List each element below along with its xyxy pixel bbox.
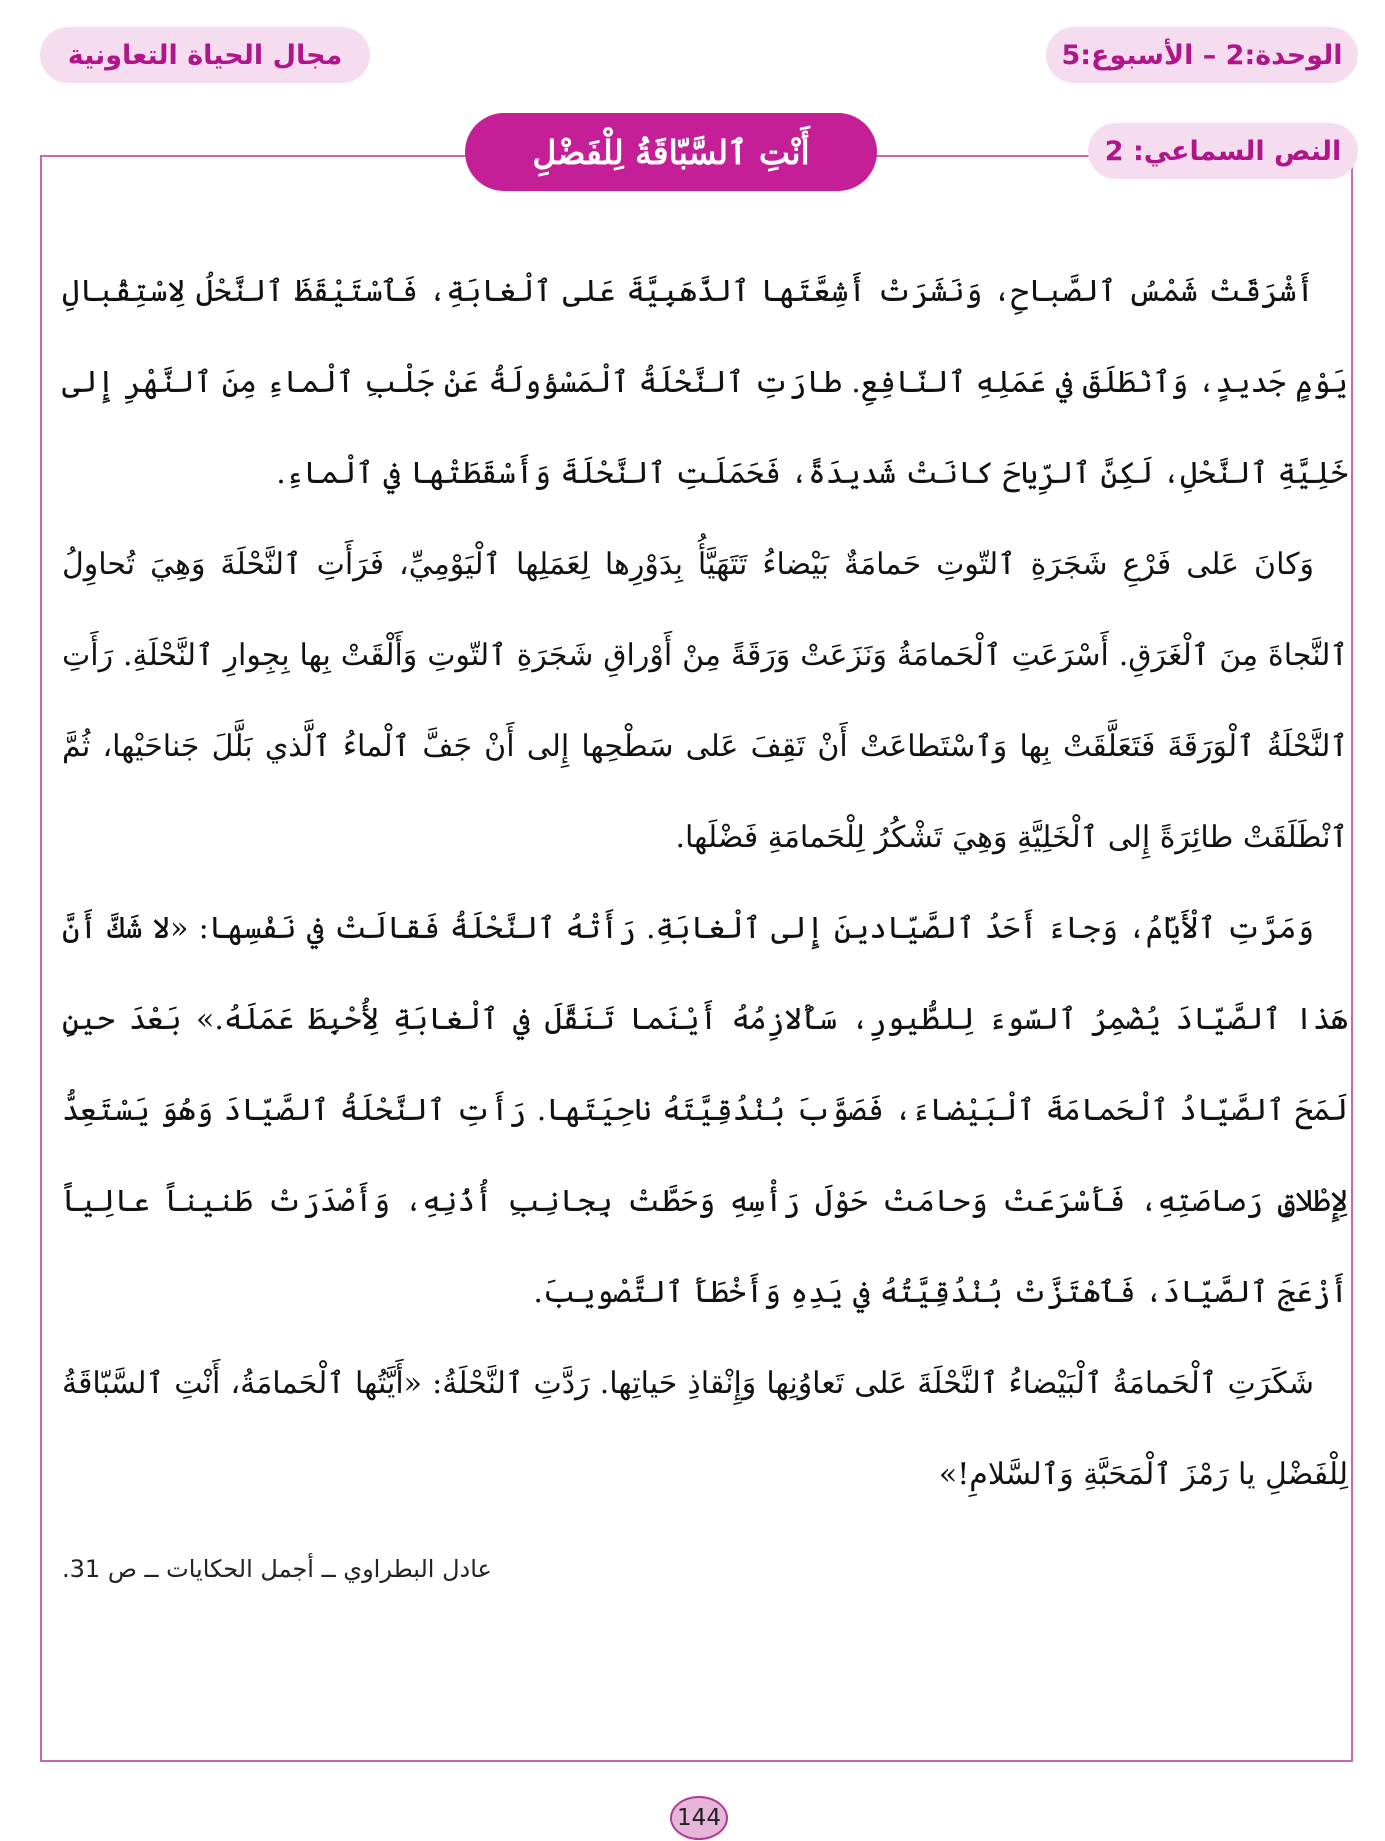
domain-label	[40, 27, 370, 83]
listening-text-label-text: النص السماعي: 2	[1104, 135, 1342, 167]
story-title-text: أَنْتِ ٱلسَّبّاقَةُ لِلْفَضْلِ	[532, 132, 810, 172]
domain-text: مجال الحياة التعاونية	[67, 39, 343, 71]
unit-week-text: الوحدة:2 – الأسبوع:5	[1061, 39, 1343, 71]
unit-week-label	[1046, 27, 1358, 83]
story-paragraph-1: أَشْرَقَتْ شَمْسُ ٱلصَّباحِ، وَنَشَرَتْ أَشِعَّتَها ٱلذَّهَبِيَّةَ عَلى ٱلْغابَةِ، فَٱسْتَيْقَظَ ٱلنَّحْلُ لِاسْتِقْبالِ يَوْمٍ جَديدٍ، وَٱنْطَلَقَ في عَمَلِهِ ٱلنّافِعِ. طارَتِ ٱلنَّحْلَةُ ٱلْمَسْؤولَةُ عَنْ جَلْبِ ٱلْماءِ مِنَ ٱلنَّهْرِ إِلى خَلِيَّةِ ٱلنَّحْلِ، لَكِنَّ ٱلرِّياحَ كانَتْ شَديدَةً، فَحَمَلَتِ ٱلنَّحْلَةَ وَأَسْقَطَتْها في ٱلْماءِ.	[62, 274, 1348, 491]
story-paragraph-4: شَكَرَتِ ٱلْحَمامَةُ ٱلْبَيْضاءُ ٱلنَّحْلَةَ عَلى تَعاوُنِها وَإِنْقاذِ حَياتِها. رَدَّتِ ٱلنَّحْلَةُ: «أَيَّتُها ٱلْحَمامَةُ، أَنْتِ ٱلسَّبّاقَةُ لِلْفَضْلِ يا رَمْزَ ٱلْمَحَبَّةِ وَٱلسَّلامِ!»	[62, 1366, 1348, 1492]
story-body	[62, 246, 1348, 1520]
listening-text-label	[1088, 123, 1358, 179]
page-number-badge	[670, 1796, 728, 1840]
source-citation-text: عادل البطراوي ــ أجمل الحكايات ــ ص 31.	[62, 1555, 492, 1583]
story-paragraph-3: وَمَرَّتِ ٱلْأَيّامُ، وَجاءَ أَحَدُ ٱلصَّيّادينَ إِلى ٱلْغابَةِ. رَأَتْهُ ٱلنَّحْلَةُ فَقالَتْ في نَفْسِها: «لا شَكَّ أَنَّ هَذا ٱلصَّيّادَ يُضْمِرُ ٱلسّوءَ لِلطُّيورِ، سَأُلازِمُهُ أَيْنَما تَنَقَّلَ في ٱلْغابَةِ لِأُحْبِطَ عَمَلَهُ.» بَعْدَ حينٍ لَمَحَ ٱلصَّيّادُ ٱلْحَمامَةَ ٱلْبَيْضاءَ، فَصَوَّبَ بُنْدُقِيَّتَهُ ناحِيَتَها. رَأَتِ ٱلنَّحْلَةُ ٱلصَّيّادَ وَهُوَ يَسْتَعِدُّ لِإِطْلاقِ رَصاصَتِهِ، فَأَسْرَعَتْ وَحامَتْ حَوْلَ رَأْسِهِ وَحَطَّتْ بِجانِبِ أُذُنِهِ، وَأَصْدَرَتْ طَنيناً عالِياً أَزْعَجَ ٱلصَّيّادَ، فَٱهْتَزَّتْ بُنْدُقِيَّتُهُ في يَدِهِ وَأَخْطَأَ ٱلتَّصْويبَ.	[62, 911, 1348, 1310]
source-citation	[62, 1555, 1348, 1591]
story-paragraph-2: وَكانَ عَلى فَرْعِ شَجَرَةِ ٱلتّوتِ حَمامَةٌ بَيْضاءُ تَتَهَيَّأُ بِدَوْرِها لِعَمَلِها ٱلْيَوْمِيِّ، فَرَأَتِ ٱلنَّحْلَةَ وَهِيَ تُحاوِلُ ٱلنَّجاةَ مِنَ ٱلْغَرَقِ. أَسْرَعَتِ ٱلْحَمامَةُ وَنَزَعَتْ وَرَقَةً مِنْ أَوْراقِ شَجَرَةِ ٱلتّوتِ وَأَلْقَتْ بِها بِجِوارِ ٱلنَّحْلَةِ. رَأَتِ ٱلنَّحْلَةُ ٱلْوَرَقَةَ فَتَعَلَّقَتْ بِها وَٱسْتَطاعَتْ أَنْ تَقِفَ عَلى سَطْحِها إِلى أَنْ جَفَّ ٱلْماءُ ٱلَّذي بَلَّلَ جَناحَيْها، ثُمَّ ٱنْطَلَقَتْ طائِرَةً إِلى ٱلْخَلِيَّةِ وَهِيَ تَشْكُرُ لِلْحَمامَةِ فَضْلَها.	[62, 547, 1348, 855]
story-title	[465, 113, 877, 191]
page-number-text: 144	[677, 1805, 721, 1831]
